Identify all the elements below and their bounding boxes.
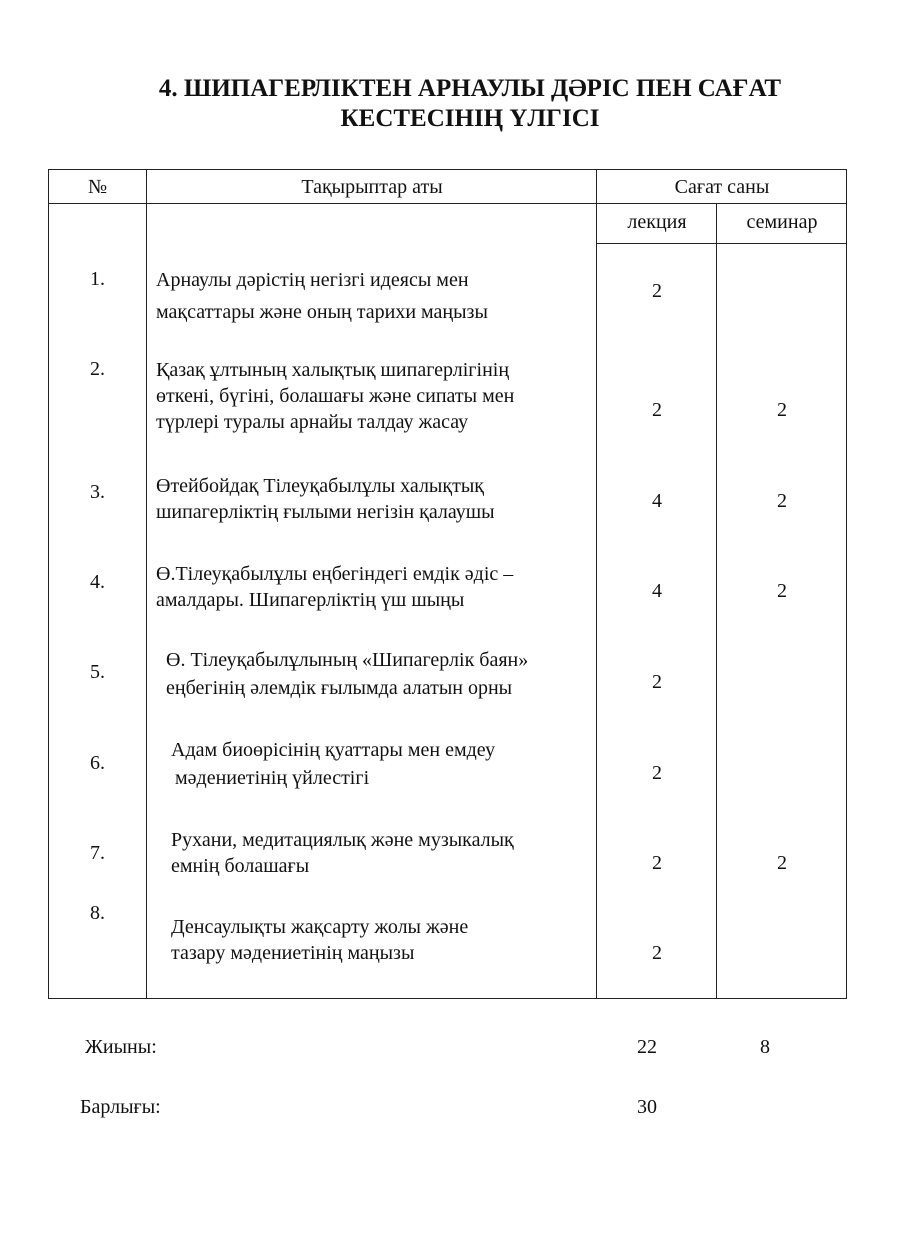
subtotal-seminar: 8	[760, 1036, 770, 1058]
topic-line: тазару мәдениетінің маңызы	[171, 942, 415, 964]
row-number: 3.	[90, 481, 105, 503]
subtotal-lecture: 22	[637, 1036, 657, 1058]
row-number: 4.	[90, 571, 105, 593]
header-lecture: лекция	[627, 211, 687, 233]
topic-line: Адам биоөрісінің қуаттары мен емдеу	[171, 739, 496, 761]
row-lecture-hours: 2	[652, 280, 662, 302]
topic-line: емнің болашағы	[171, 855, 310, 877]
row-topic	[171, 737, 495, 791]
row-topic	[156, 357, 514, 435]
topic-line: өткені, бүгіні, болашағы және сипаты мен	[156, 385, 515, 407]
row-number: 8.	[90, 902, 105, 924]
header-topics: Тақырыптар аты	[301, 176, 443, 198]
topic-line: Ө.Тілеуқабылұлы еңбегіндегі емдік әдіс –	[156, 563, 514, 585]
topic-line: амалдары. Шипагерліктің үш шыңы	[156, 589, 465, 611]
topic-line: шипагерліктің ғылыми негізін қалаушы	[156, 501, 495, 523]
header-seminar: семинар	[746, 211, 818, 233]
row-lecture-hours: 2	[652, 399, 662, 421]
topic-line: мәдениетінің үйлестігі	[175, 767, 370, 789]
table-border-top	[48, 169, 847, 170]
total-value: 30	[637, 1096, 657, 1118]
header-number: №	[87, 176, 108, 198]
row-number: 7.	[90, 842, 105, 864]
row-number: 5.	[90, 661, 105, 683]
row-topic	[171, 827, 514, 879]
header-divider	[48, 203, 847, 204]
topic-line: мақсаттары және оның тарихи маңызы	[156, 301, 488, 323]
row-topic	[171, 914, 468, 966]
row-lecture-hours: 2	[652, 762, 662, 784]
title-line-1: 4. ШИПАГЕРЛІКТЕН АРНАУЛЫ ДӘРІС ПЕН САҒАТ	[158, 75, 782, 102]
topic-line: еңбегінің әлемдік ғылымда алатын орны	[166, 677, 513, 699]
row-lecture-hours: 2	[652, 942, 662, 964]
page-title	[100, 74, 840, 134]
subheader-divider	[597, 243, 847, 244]
row-number: 6.	[90, 752, 105, 774]
row-seminar-hours: 2	[777, 580, 787, 602]
row-seminar-hours: 2	[777, 490, 787, 512]
row-number: 2.	[90, 358, 105, 380]
row-number: 1.	[90, 268, 105, 290]
row-lecture-hours: 4	[652, 490, 662, 512]
topic-line: Өтейбойдақ Тілеуқабылұлы халықтық	[156, 475, 484, 497]
topic-line: Денсаулықты жақсарту жолы және	[171, 916, 469, 938]
topic-line: түрлері туралы арнайы талдау жасау	[156, 411, 469, 433]
row-lecture-hours: 2	[652, 671, 662, 693]
row-topic	[166, 647, 528, 701]
row-topic	[156, 473, 495, 525]
row-lecture-hours: 2	[652, 852, 662, 874]
topic-line: Қазақ ұлтының халықтық шипагерлігінің	[156, 359, 510, 381]
row-topic	[156, 561, 513, 613]
row-seminar-hours: 2	[777, 852, 787, 874]
row-seminar-hours: 2	[777, 399, 787, 421]
subtotal-label: Жиыны:	[85, 1036, 157, 1058]
topic-line: Арнаулы дәрістің негізгі идеясы мен	[156, 269, 469, 291]
topic-line: Ө. Тілеуқабылұлының «Шипагерлік баян»	[166, 649, 529, 671]
table-border-bottom	[48, 998, 847, 999]
row-topic	[156, 267, 488, 325]
topic-line: Рухани, медитациялық және музыкалық	[171, 829, 514, 851]
row-lecture-hours: 4	[652, 580, 662, 602]
total-label: Барлығы:	[80, 1096, 161, 1118]
title-line-2: КЕСТЕСІНІҢ ҮЛГІСІ	[340, 105, 600, 132]
header-hours: Сағат саны	[674, 176, 770, 198]
